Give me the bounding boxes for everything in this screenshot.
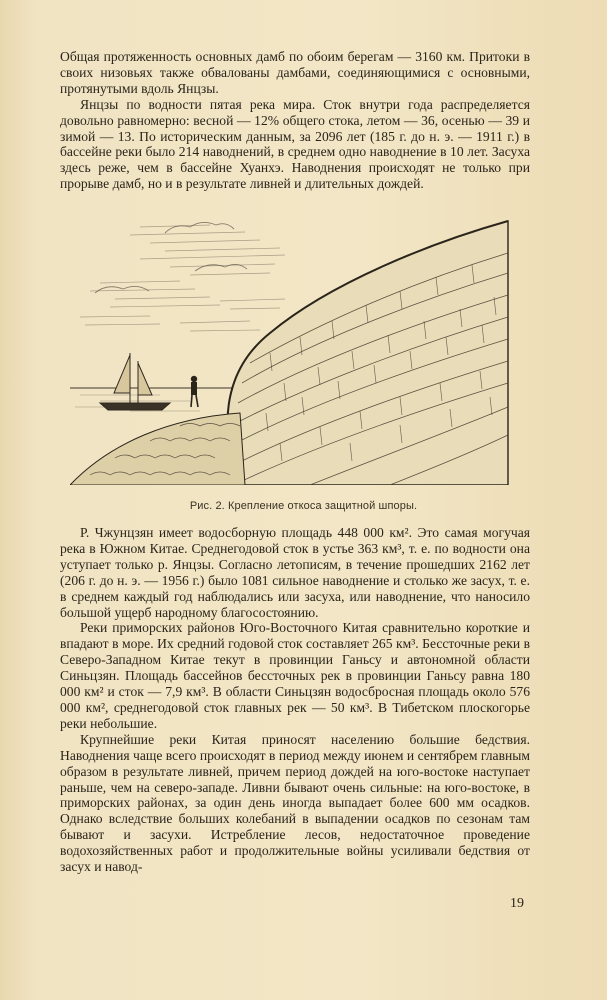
spur-slope-drawing (70, 213, 510, 485)
paragraph-coastal-rivers: Реки приморских районов Юго-Восточного Китая сравнительно короткие и впадают в море. Их средний годовой сток составляет 265 км³. Бессточные реки в Северо-Западном Китае текут в провинции Ганьсу и автономной области Синьцзян. Площадь бассейнов бессточных рек в провинции Ганьсу равна 180 000 км² и сток — 7,9 км³. В области Синьцзян водосбросная площадь около 576 000 км², среднегодовой сток главных рек — 50 км³. В Тибетском плоскогорье реки небольшие. (60, 620, 530, 731)
paragraph-yangtze-water: Янцзы по водности пятая река мира. Сток внутри года распределяется довольно равномерно: весной — 12% общего стока, летом — 36, осенью — 39 и зимой — 13. По историческим данным, за 2096 лет (185 г. до н. э. — 1911 г.) в бассейне реки было 214 наводнений, в среднем одно наводнение в 10 лет. Засуха здесь реже, чем в бассейне Хуанхэ. Наводнения происходят не только при прорыве дамб, но и в результате ливней и длительных дождей. (60, 96, 530, 192)
top-text-block (60, 49, 530, 192)
page-number: 19 (510, 896, 524, 911)
paragraph-zhujiang: Р. Чжунцзян имеет водосборную площадь 448 000 км². Это самая могучая река в Южном Китае. Среднегодовой сток в устье 363 км³, т. е. по водности она уступает только р. Янцзы. Согласно летописям, в течение прошедших 2162 лет (206 г. до н. э. — 1956 г.) было 1081 сильное наводнение и столько же засух, т. е. в среднем каждый год наблюдались или засуха, или наводнение, что наносило большой ущерб народному благосостоянию. (60, 525, 530, 620)
bottom-text-block (60, 525, 530, 875)
figure-spur-slope-illustration (70, 213, 510, 485)
paragraph-disasters: Крупнейшие реки Китая приносят населению большие бедствия. Наводнения чаще всего происходят в период между июнем и сентябрем главным образом в результате ливней, причем период дождей на юго-востоке наступает раньше, чем на северо-западе. Ливни бывают очень сильные: на юго-востоке, в приморских районах, за один день иногда выпадает более 600 мм осадков. Однако вследствие больших колебаний в выпадении осадков по сезонам там бывают и засухи. Истребление лесов, недостаточное проведение водохозяйственных работ и продолжительные войны усиливали бедствия от засух и навод- (60, 731, 530, 875)
paragraph-dams: Общая протяженность основных дамб по обоим берегам — 3160 км. Притоки в своих низовьях также обвалованы дамбами, соединяющимися с основными, протянутыми вдоль Янцзы. (60, 49, 530, 96)
figure-caption: Рис. 2. Крепление откоса защитной шпоры. (189, 500, 418, 512)
